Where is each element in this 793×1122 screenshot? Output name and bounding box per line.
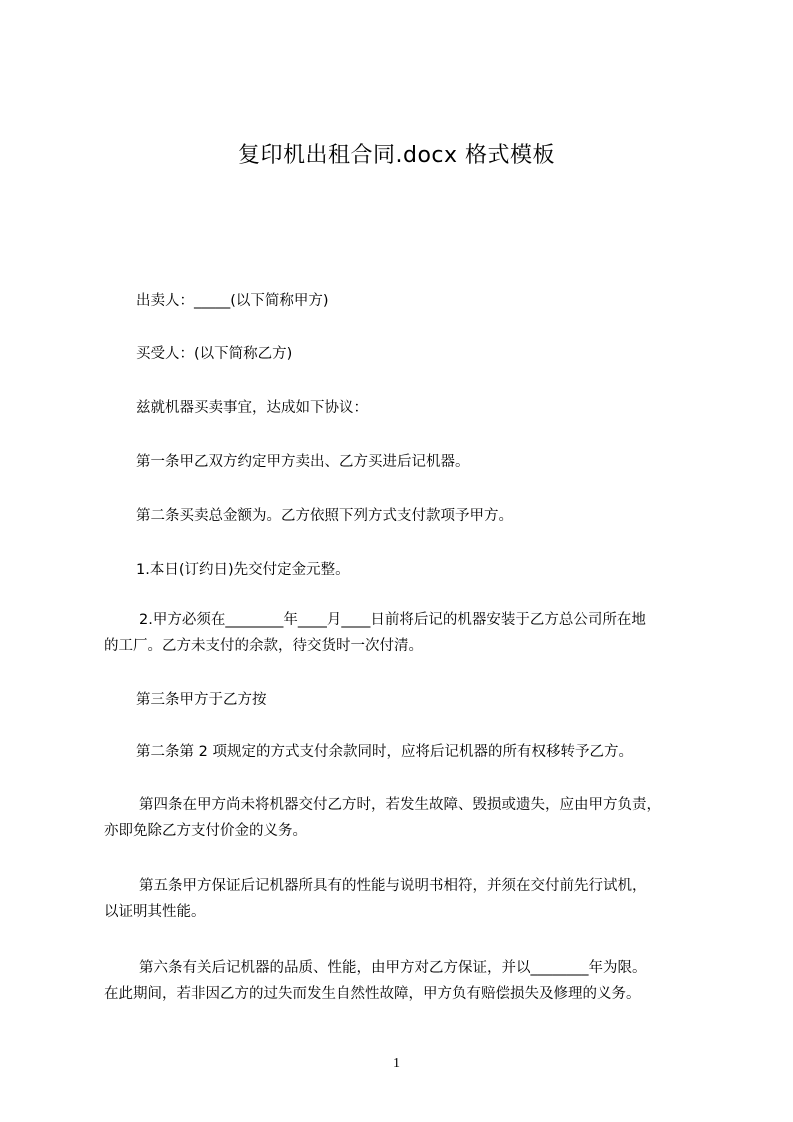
document-title: 复印机出租合同.docx 格式模板 [237, 143, 556, 168]
paragraph-line: 在此期间，若非因乙方的过失而发生自然性故障，甲方负有赔偿损失及修理的义务。 [104, 986, 641, 1002]
paragraph-line: 第二条买卖总金额为。乙方依照下列方式支付款项予甲方。 [136, 508, 513, 524]
paragraph-line: 的工厂。乙方未支付的余款，待交货时一次付清。 [104, 638, 423, 654]
paragraph-line: 第三条甲方于乙方按 [136, 692, 267, 708]
paragraph-line: 第六条有关后记机器的品质、性能，由甲方对乙方保证，并以________年为限。 [139, 960, 647, 976]
paragraph-line: 亦即免除乙方支付价金的义务。 [104, 823, 307, 839]
paragraph-preamble [104, 395, 704, 421]
paragraph-item-1 [104, 557, 704, 583]
paragraph-article-3 [104, 687, 704, 713]
paragraph-article-5 [104, 873, 704, 925]
paragraph-buyer [104, 341, 704, 367]
paragraph-article-4 [104, 792, 704, 844]
page-number: 1 [393, 1056, 400, 1071]
paragraph-line: 1.本日(订约日)先交付定金元整。 [136, 562, 350, 578]
paragraph-line: 第一条甲乙双方约定甲方卖出、乙方买进后记机器。 [136, 454, 470, 470]
paragraph-line: 兹就机器买卖事宜，达成如下协议： [136, 400, 368, 416]
paragraph-article-1 [104, 449, 704, 475]
paragraph-line: 出卖人：_____(以下简称甲方) [136, 293, 329, 309]
paragraph-line: 以证明其性能。 [104, 904, 206, 920]
paragraph-line: 2.甲方必须在________年____月____日前将后记的机器安装于乙方总公司所在地 [139, 612, 646, 628]
paragraph-item-2 [104, 607, 704, 659]
paragraph-line: 第二条第 2 项规定的方式支付余款同时，应将后记机器的所有权移转予乙方。 [136, 744, 633, 760]
paragraph-seller [104, 288, 704, 314]
paragraph-line: 买受人：(以下简称乙方) [136, 346, 293, 362]
paragraph-line: 第四条在甲方尚未将机器交付乙方时，若发生故障、毁损或遗失，应由甲方负责， [139, 797, 661, 813]
paragraph-article-6 [104, 955, 704, 1007]
paragraph-article-3-cont [104, 739, 704, 765]
paragraph-line: 第五条甲方保证后记机器所具有的性能与说明书相符，并须在交付前先行试机， [139, 878, 647, 894]
paragraph-article-2 [104, 503, 704, 529]
